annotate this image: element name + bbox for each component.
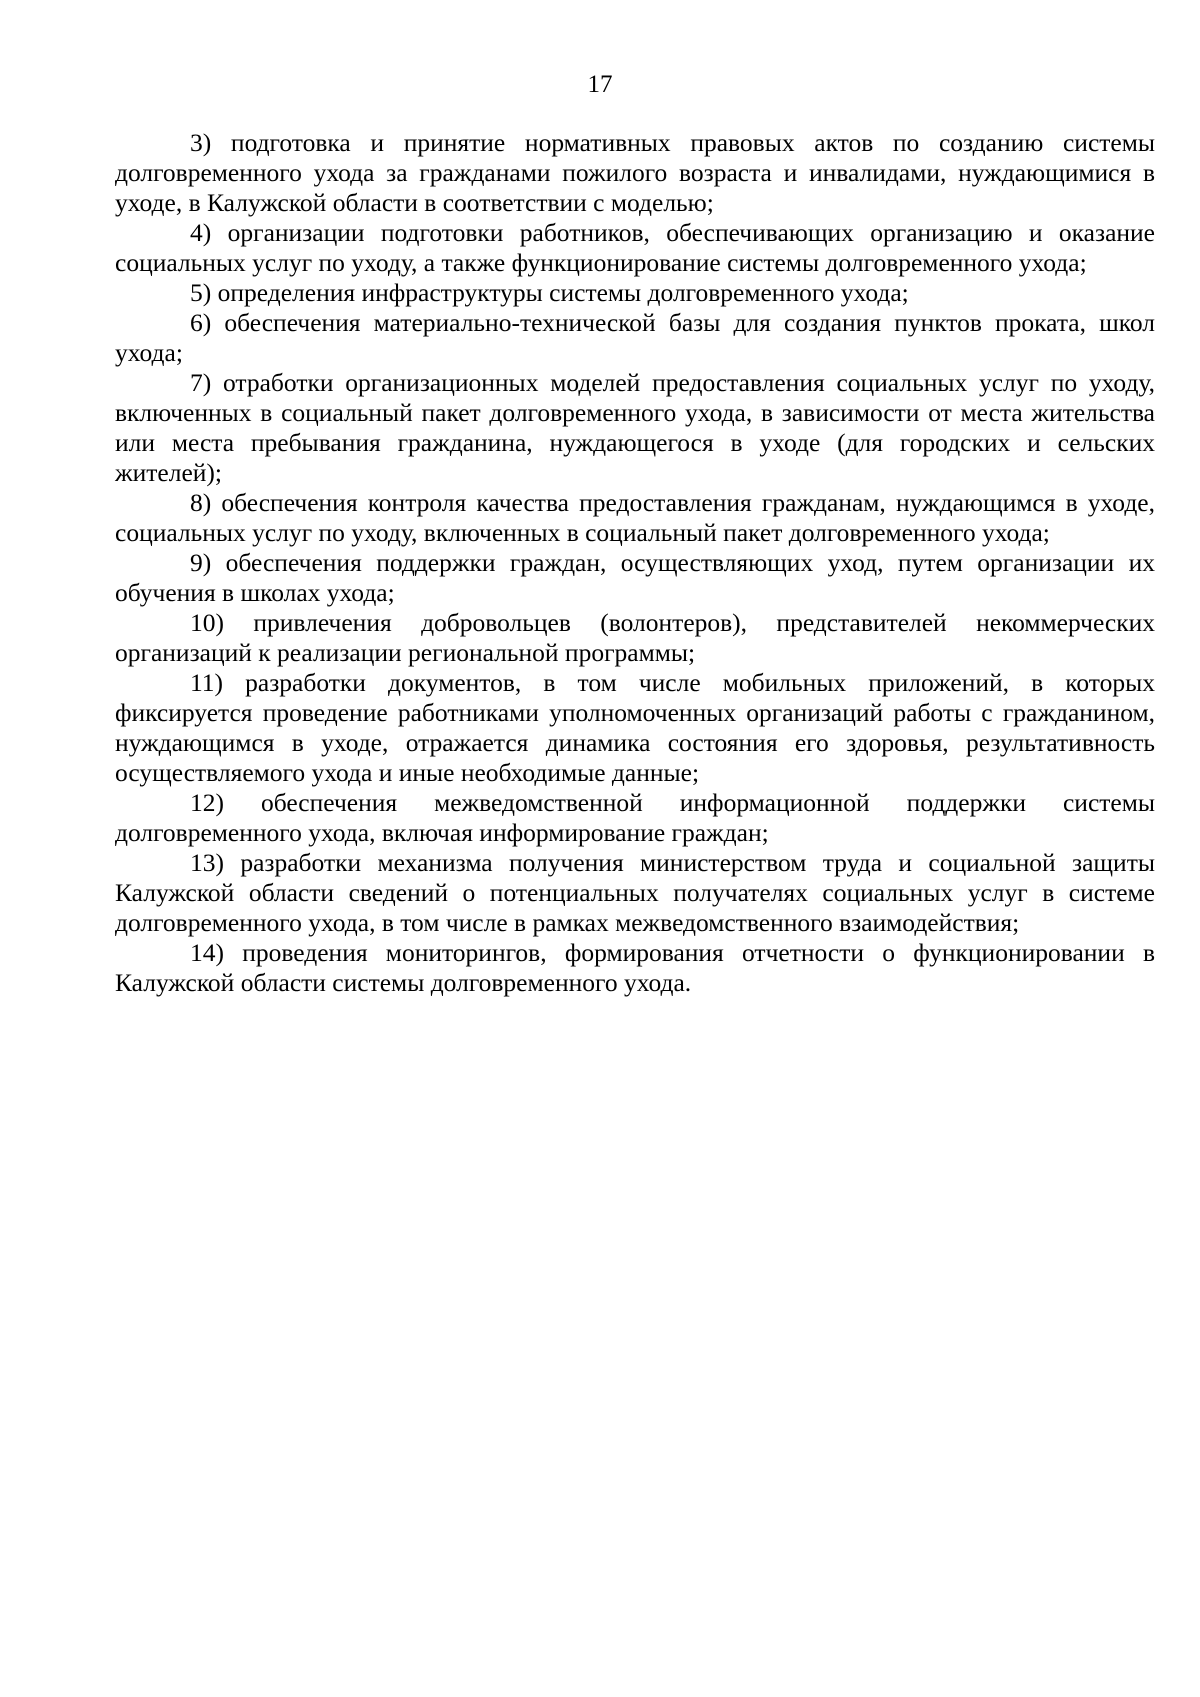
list-item: 8) обеспечения контроля качества предоставления гражданам, нуждающимся в уходе, социальных услуг по уходу, включенных в социальный пакет долговременного ухода; [115,488,1155,547]
list-item: 4) организации подготовки работников, обеспечивающих организацию и оказание социальных услуг по уходу, а также функционирование системы долговременного ухода; [115,218,1155,277]
list-item: 5) определения инфраструктуры системы долговременного ухода; [190,278,909,307]
list-item: 7) отработки организационных моделей предоставления социальных услуг по уходу, включенных в социальный пакет долговременного ухода, в зависимости от места жительства или места пребывания гражданина, нуждающегося в уходе (для городских и сельских жителей); [115,368,1155,487]
page-number: 17 [587,71,613,98]
list-item: 12) обеспечения межведомственной информационной поддержки системы долговременного ухода, включая информирование граждан; [115,788,1155,847]
list-item: 10) привлечения добровольцев (волонтеров), представителей некоммерческих организаций к реализации региональной программы; [115,608,1155,667]
list-item: 9) обеспечения поддержки граждан, осуществляющих уход, путем организации их обучения в школах ухода; [115,548,1155,607]
list-item: 11) разработки документов, в том числе мобильных приложений, в которых фиксируется проведение работниками уполномоченных организаций работы с гражданином, нуждающимся в уходе, отражается динамика состояния его здоровья, результативность осуществляемого ухода и иные необходимые данные; [115,668,1155,787]
document-body [115,128,1155,998]
list-item: 6) обеспечения материально-технической базы для создания пунктов проката, школ ухода; [115,308,1155,367]
list-item: 14) проведения мониторингов, формирования отчетности о функционировании в Калужской области системы долговременного ухода. [115,938,1155,997]
list-item: 13) разработки механизма получения министерством труда и социальной защиты Калужской области сведений о потенциальных получателях социальных услуг в системе долговременного ухода, в том числе в рамках межведомственного взаимодействия; [115,848,1155,937]
list-item: 3) подготовка и принятие нормативных правовых актов по созданию системы долговременного ухода за гражданами пожилого возраста и инвалидами, нуждающимися в уходе, в Калужской области в соответствии с моделью; [115,128,1155,217]
